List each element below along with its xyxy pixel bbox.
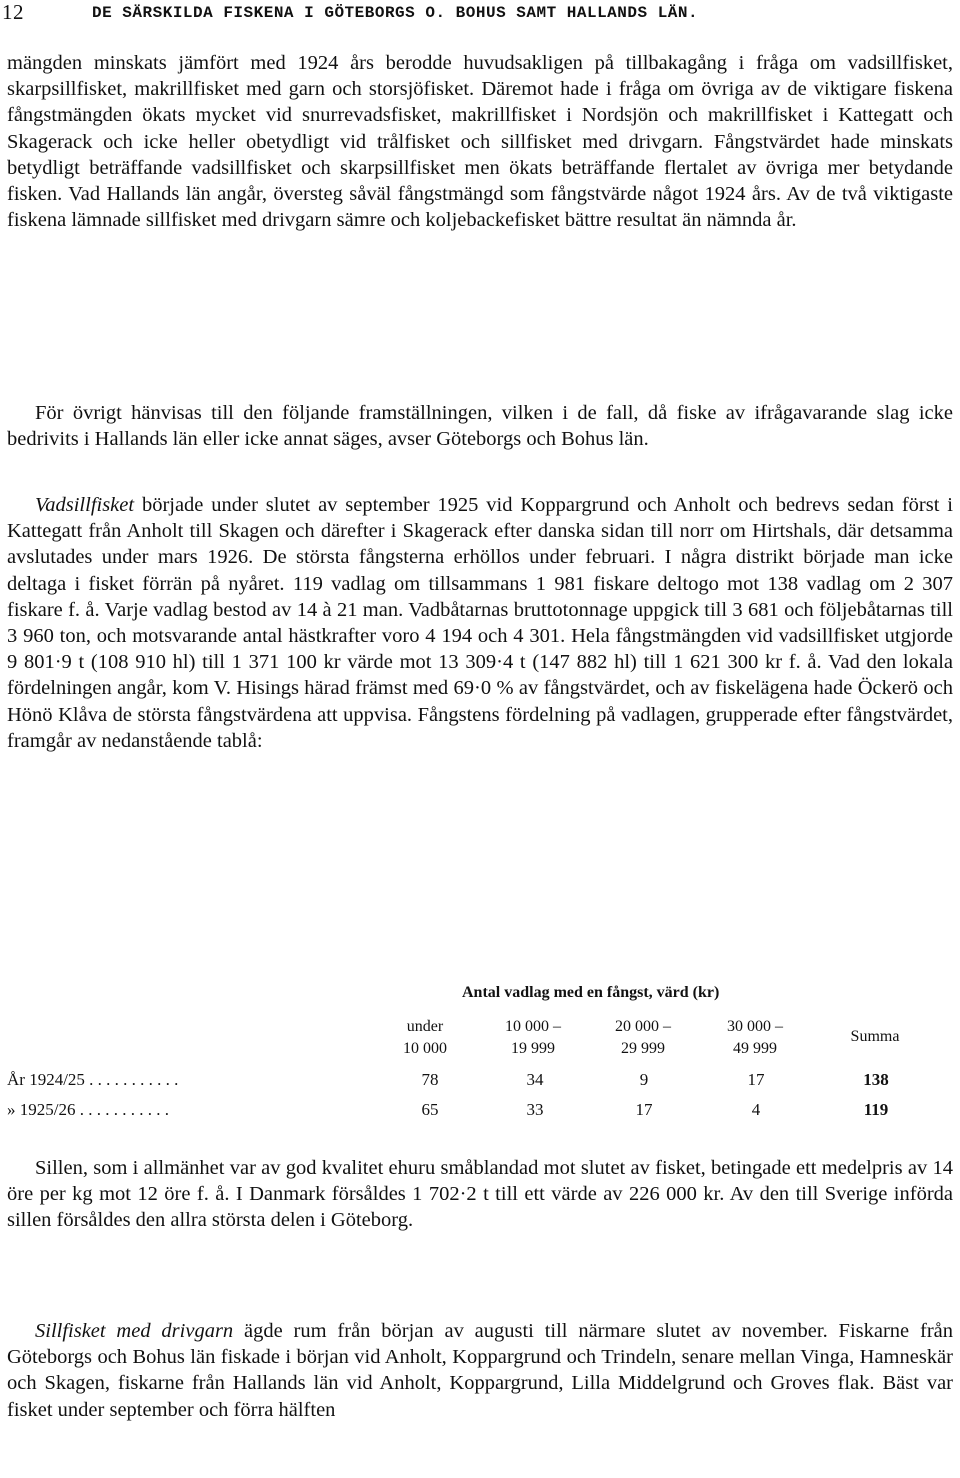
paragraph-drivgarn — [7, 1318, 953, 1423]
paragraph-fishing-summary: mängden minskats jämfört med 1924 års berodde huvudsakligen på tillbakagång i fråga om vadsillfisket, skarpsillfisket, makrillfisket med garn och storsjöfisket. Däremot hade i fråga om övriga av de viktigare fiskena fångstmängden ökats mycket vid snurrevadsfisket, makrillfisket i Nordsjön och makrillfisket i Kattegatt och Skagerack och icke heller obetydligt vid trålfisket och sillfisket med drivgarn. Fångstvärdet hade minskats betydligt beträffande vadsillfisket och skarpsillfisket men ökats beträffande flertalet av övriga mer betydande fisken. Vad Hallands län angår, översteg såväl fångstmängd som fångstvärde något 1924 års. Av de två viktigaste fiskena lämnade sillfisket med drivgarn sämre och koljebackefisket bättre resultat än nämnda år. — [7, 52, 953, 232]
table-cell-sum: 138 — [863, 1070, 889, 1089]
column-header: under 10 000 — [403, 1018, 447, 1057]
table-cell: 33 — [526, 1100, 544, 1119]
table-cell: 9 — [639, 1070, 649, 1089]
column-header: 30 000 – 49 999 — [727, 1018, 783, 1057]
table-row-label: » 1925/26 . . . . . . . . . . . — [7, 1100, 169, 1119]
paragraph-vadsillfisket — [7, 492, 953, 754]
section-heading-drivgarn: Sillfisket med drivgarn — [35, 1320, 234, 1342]
paragraph-drivgarn-body: ägde rum från början av augusti till närmare slutet av november. Fiskarne från Göteborgs och Bohus län fiskade i början vid Anholt, Koppargrund och Trindeln, senare mellan Vinga, Hamneskär och Skagen, fiskarne från Hallands län vid Anholt, Koppargrund, Lilla Middelgrund och Groves flak. Bäst var fisket under september och förra hälften — [7, 1320, 953, 1421]
table-cell: 17 — [635, 1100, 653, 1119]
running-header — [0, 0, 960, 32]
table-cell: 65 — [421, 1100, 439, 1119]
page-number: 12 — [2, 0, 24, 24]
paragraph-vadsillfisket-body: började under slutet av september 1925 vid Koppargrund och Anholt och bedrevs sedan först i Kattegatt från Anholt till Skagen och därefter i Skagerack efter danska sidan till norr om Hirtshals, där detsamma avslutades under mars 1926. De största fångsterna erhöllos under februari. I några distrikt började man icke deltaga i fisket förrän på nyåret. 119 vadlag om tillsammans 1 981 fiskare deltogo mot 138 vadlag om 2 307 fiskare f. å. Varje vadlag bestod av 14 à 21 man. Vadbåtarnas bruttotonnage uppgick till 3 681 och följebåtarnas till 3 960 ton, och motsvarande antal hästkrafter voro 4 194 och 4 301. Hela fångstmängden vid vadsillfisket utgjorde 9 801·9 t (108 910 hl) till 1 371 100 kr värde mot 13 309·4 t (147 882 hl) till 1 621 300 kr f. å. Vad den lokala fördelningen angår, kom V. Hisings härad främst med 69·0 % av fångstvärdet, och av fiskelägena hade Öckerö och Hönö Klåva de största fångstvärdena att uppvisa. Fångstens fördelning på vadlagen, grupperade efter fångstvärdet, framgår av nedanstående tablå: — [7, 494, 953, 752]
table-cell: 78 — [421, 1070, 439, 1089]
column-header: 10 000 – 19 999 — [505, 1018, 561, 1057]
running-title: DE SÄRSKILDA FISKENA I GÖTEBORGS O. BOHUS SAMT HALLANDS LÄN. — [92, 4, 699, 22]
table-span-header: Antal vadlag med en fångst, värd (kr) — [462, 984, 720, 1001]
paragraph-reference: För övrigt hänvisas till den följande framställningen, vilken i de fall, då fiske av ifrågavarande slag icke bedrivits i Hallands län eller icke annat säges, avser Göteborgs och Bohus län. — [7, 402, 953, 451]
section-heading-vadsillfisket: Vadsillfisket — [35, 494, 135, 516]
catch-value-table — [0, 978, 960, 1128]
table-cell: 17 — [747, 1070, 765, 1089]
column-header-summa: Summa — [850, 1028, 900, 1045]
table-cell: 34 — [526, 1070, 544, 1089]
table-cell: 4 — [751, 1100, 761, 1119]
table-cell-sum: 119 — [863, 1100, 889, 1119]
column-header: 20 000 – 29 999 — [615, 1018, 671, 1057]
paragraph-herring-quality: Sillen, som i allmänhet var av god kvalitet ehuru småblandad mot slutet av fisket, betingade ett medelpris av 14 öre per kg mot 12 öre f. å. I Danmark försåldes 1 702·2 t till ett värde av 226 000 kr. Av den till Sverige införda sillen försåldes den allra största delen i Göteborg. — [7, 1157, 953, 1232]
table-row-label: År 1924/25 . . . . . . . . . . . — [7, 1070, 179, 1089]
